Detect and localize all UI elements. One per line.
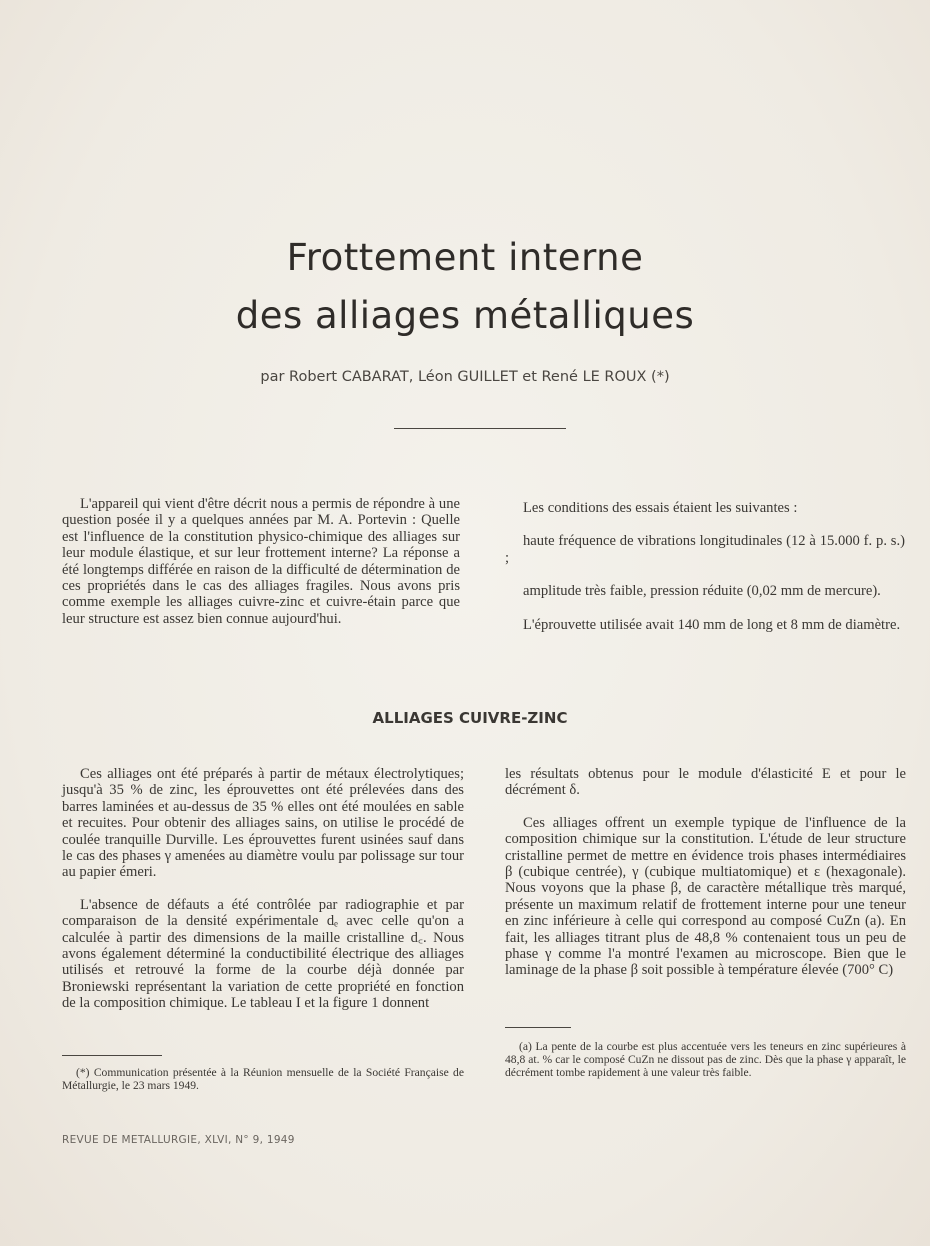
journal-reference: REVUE DE METALLURGIE, XLVI, N° 9, 1949 <box>62 1134 295 1146</box>
body-left-column <box>62 766 464 1012</box>
footnote-text: (a) La pente de la courbe est plus accentuée vers les teneurs en zinc supérieures à 48,8 at. % car le composé CuZn ne dissout pas de zinc. Dès que la phase γ apparaît, le décrément tombe rapidement à une valeur très faible. <box>505 1040 906 1079</box>
footnote-left <box>62 1066 464 1092</box>
condition-amplitude: amplitude très faible, pression réduite (0,02 mm de mercure). <box>523 583 881 600</box>
footnote-text: (*) Communication présentée à la Réunion mensuelle de la Société Française de Métallurgie, le 23 mars 1949. <box>62 1066 464 1092</box>
intro-paragraph: L'appareil qui vient d'être décrit nous a permis de répondre à une question posée il y a quelques années par M. A. Portevin : Quelle est l'influence de la constitution physico-chimique des alliages sur leur module élastique, et sur leur frottement interne? La réponse a été longtemps différée en raison de la difficulté de détermination de ces propriétés dans le cas des alliages fragiles. Nous avons pris comme exemple les alliages cuivre-zinc et cuivre-étain parce que leur structure est assez bien connue aujourd'hui. <box>62 496 460 627</box>
section-title: ALLIAGES CUIVRE-ZINC <box>372 709 568 727</box>
body-paragraph: Ces alliages offrent un exemple typique de l'influence de la composition chimique sur la constitution. L'étude de leur structure cristalline permet de mettre en évidence trois phases intermédiaires β (cubique centrée), γ (cubique multiatomique) et ε (hexagonale). Nous voyons que la phase β, de caractère métallique très marqué, présente un maximum relatif de frottement interne pour une teneur en zinc inférieure à celle qui correspond au composé CuZn (a). En fait, les alliages titrant plus de 48,8 % contenaient tous un peu de phase γ comme l'a montré l'examen au microscope. Bien que le laminage de la phase β soit possible à température élevée (700° C) <box>505 814 906 979</box>
footnote-right <box>505 1040 906 1079</box>
title-line-2: des alliages métalliques <box>235 294 695 337</box>
footnote-divider <box>62 1055 162 1056</box>
body-paragraph: les résultats obtenus pour le module d'élasticité E et pour le décrément δ. <box>505 766 906 799</box>
condition-frequency: haute fréquence de vibrations longitudinales (12 à 15.000 f. p. s.) ; <box>505 533 905 566</box>
title-line-1: Frottement interne <box>286 236 644 279</box>
title-divider <box>394 428 566 429</box>
specimen-paragraph: L'éprouvette utilisée avait 140 mm de long et 8 mm de diamètre. <box>523 616 901 633</box>
intro-right-column <box>505 500 905 633</box>
body-paragraph: Ces alliages ont été préparés à partir de métaux électrolytiques; jusqu'à 35 % de zinc, les éprouvettes ont été prélevées dans des barres laminées et au-dessus de 35 % elles ont été moulées en sable et recuites. Pour obtenir des alliages sains, on utilise le procédé de coulée tranquille Durville. Les éprouvettes furent usinées sauf dans le cas des phases γ amenées au diamètre voulu par polissage sur tour au papier émeri. <box>62 766 464 881</box>
footnote-divider <box>505 1027 571 1028</box>
conditions-paragraph: Les conditions des essais étaient les suivantes : <box>523 500 798 516</box>
authors-line: par Robert CABARAT, Léon GUILLET et René LE ROUX (*) <box>260 369 670 385</box>
body-paragraph: L'absence de défauts a été contrôlée par radiographie et par comparaison de la densité expérimentale dₑ avec celle qu'on a calculée à partir des dimensions de la maille cristalline d꜀. Nous avons également déterminé la conductibilité électrique des alliages utilisés et retrouvé la forme de la courbe déjà donnée par Broniewski représentant la variation de cette propriété en fonction de la composition chimique. Le tableau I et la figure 1 donnent <box>62 896 464 1012</box>
body-right-column <box>505 766 906 979</box>
intro-left-column <box>62 496 460 627</box>
